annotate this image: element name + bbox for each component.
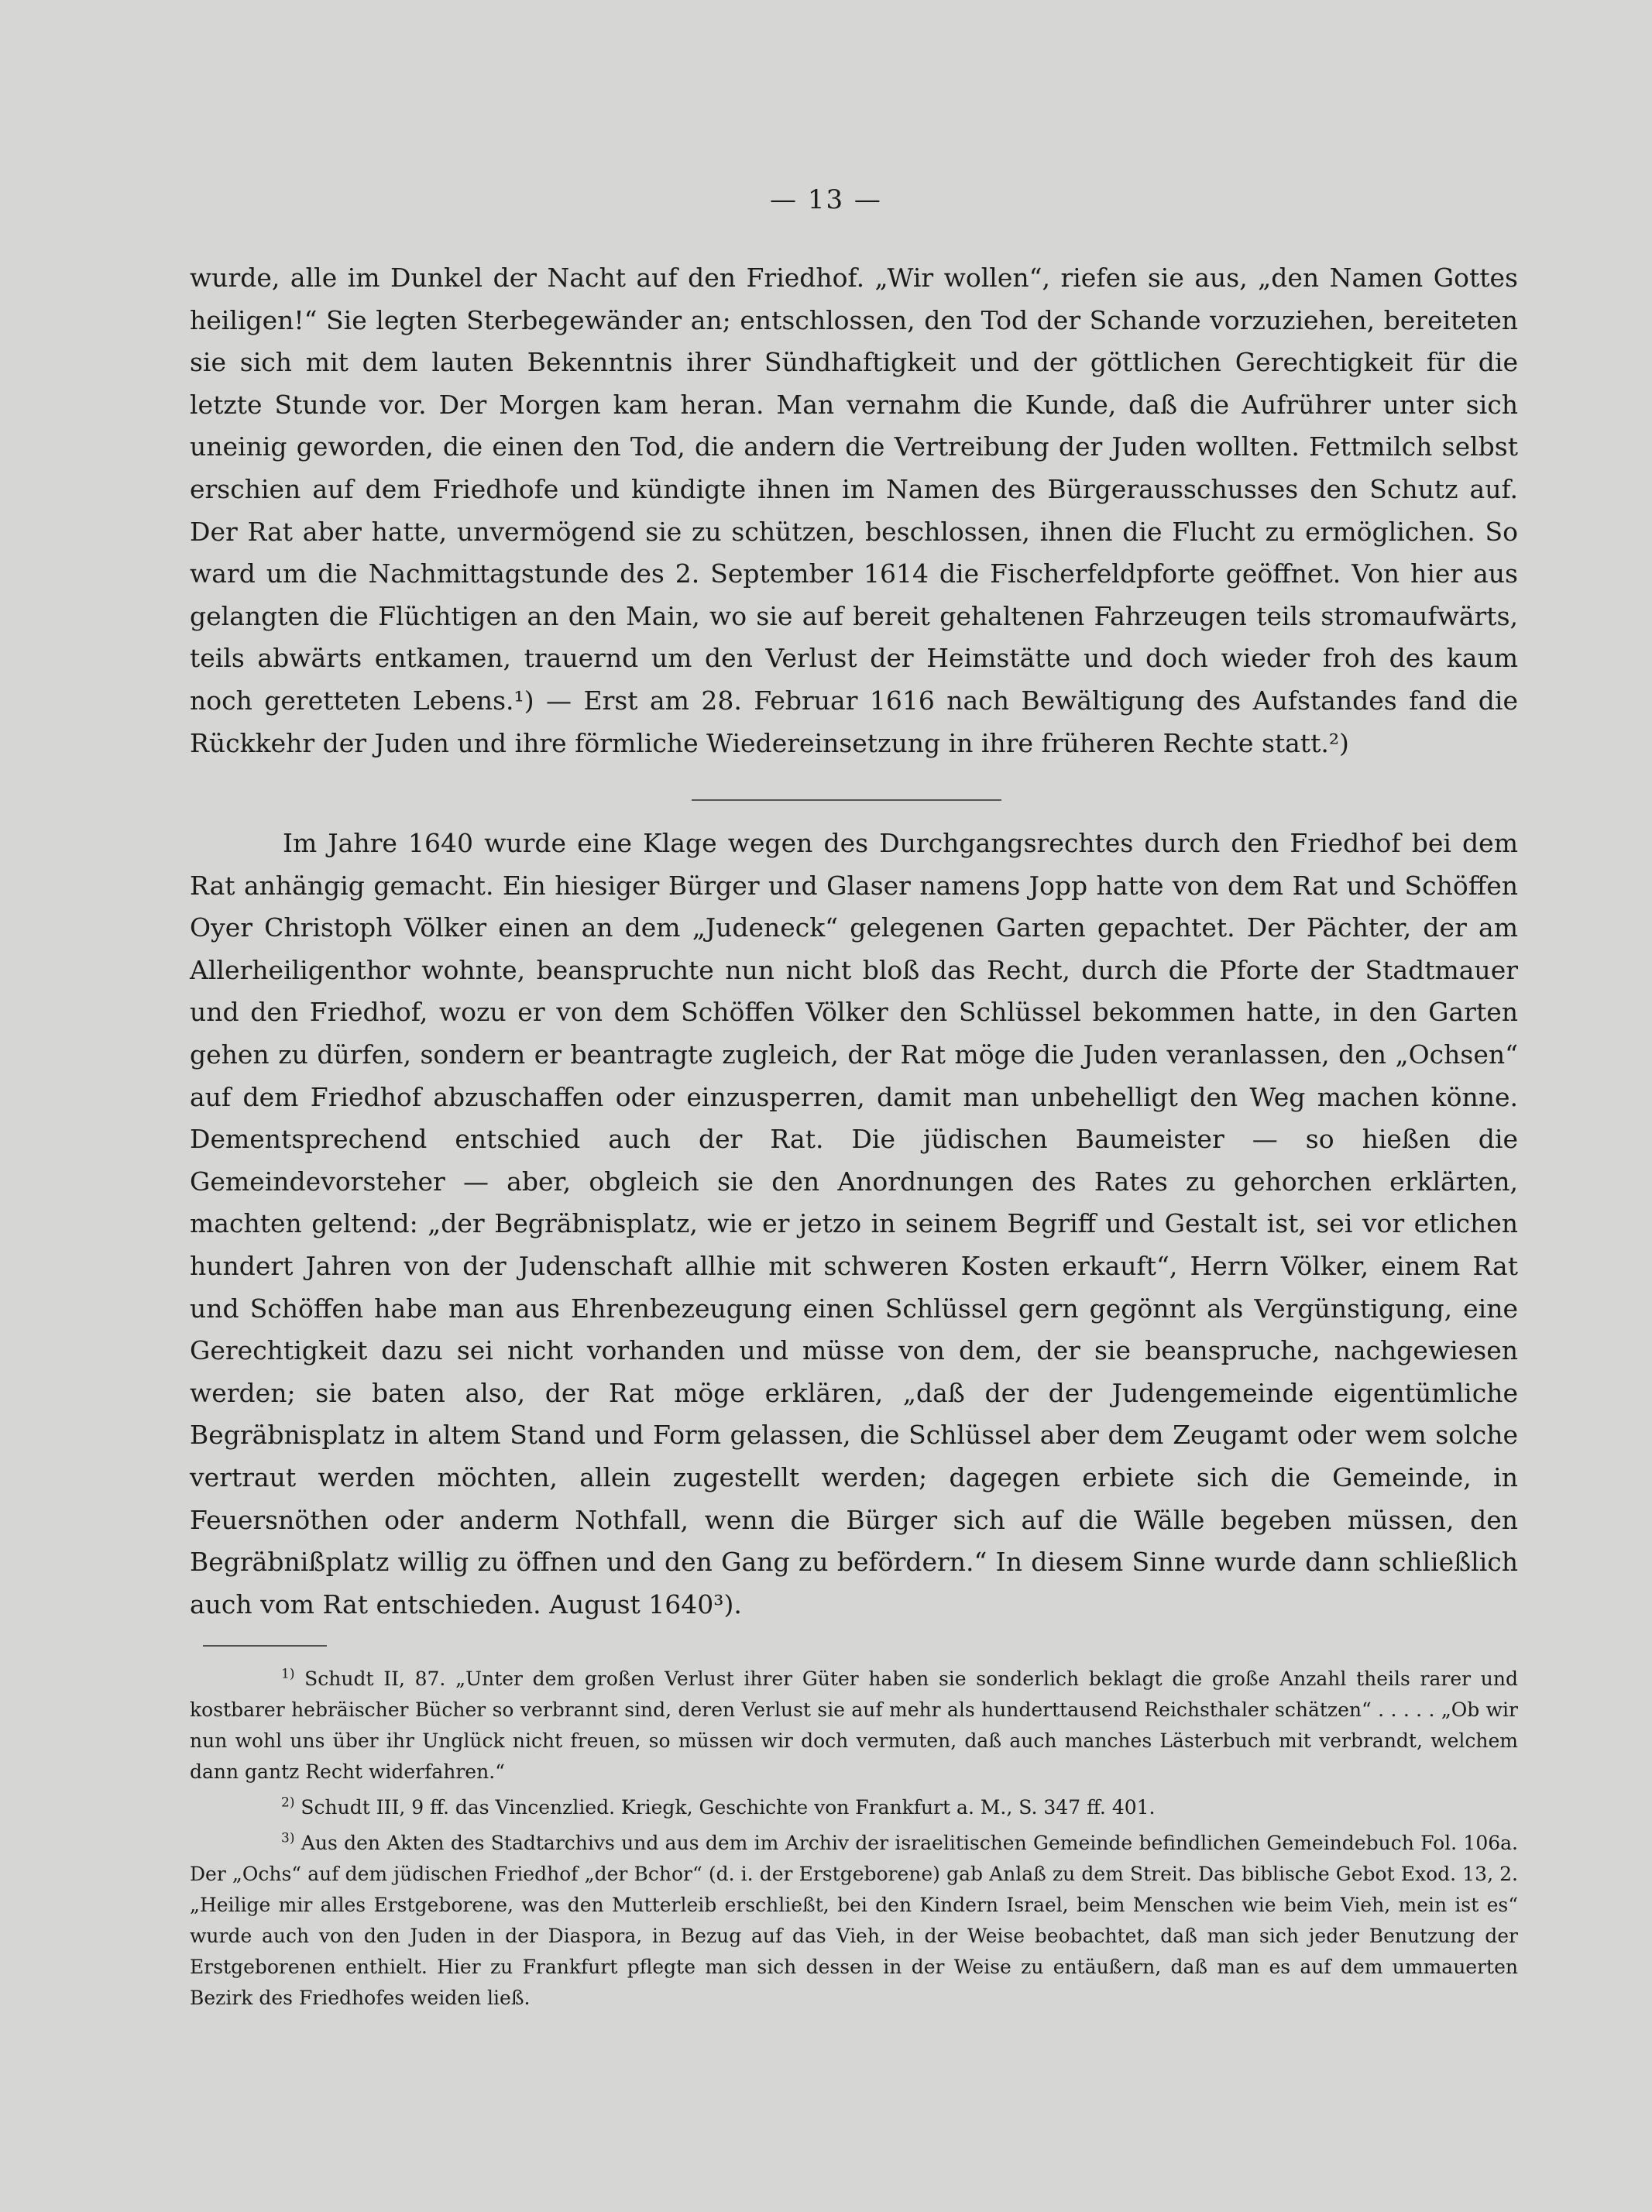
footnote-marker: 1) [281,1666,295,1682]
footnote-text: Schudt II, 87. „Unter dem großen Verlust ihrer Güter haben sie sonderlich beklagt die große Anzahl theils rarer und kostbarer hebräischer Bücher so verbrannt sind, deren Verlust sie auf mehr als hunderttausend Reichsthaler schätzen“ . . . . . „Ob wir nun wohl uns über ihr Unglück nicht freuen, so müssen wir doch vermuten, daß auch manches Lästerbuch mit verbrandt, welchem dann gantz Recht widerfahren.“ [190,1668,1519,1783]
footnote-2 [190,1792,1518,1823]
page-number: — 13 — [770,184,882,215]
footnote-text: Schudt III, 9 ff. das Vincenzlied. Kriegk, Geschichte von Frankfurt a. M., S. 347 ff. 401. [301,1796,1156,1819]
section-separator [692,799,1001,801]
body-paragraph-2: Im Jahre 1640 wurde eine Klage wegen des Durchgangsrechtes durch den Friedhof bei dem Rat anhängig gemacht. Ein hiesiger Bürger und Glaser namens Jopp hatte von dem Rat und Schöffen Oyer Christoph Völker einen an dem „Judeneck“ gelegenen Garten gepachtet. Der Pächter, der am Allerheiligenthor wohnte, beanspruchte nun nicht bloß das Recht, durch die Pforte der Stadtmauer und den Friedhof, wozu er von dem Schöffen Völker den Schlüssel bekommen hatte, in den Garten gehen zu dürfen, sondern er beantragte zugleich, der Rat möge die Juden veranlassen, den „Ochsen“ auf dem Friedhof abzuschaffen oder einzusperren, damit man unbehelligt den Weg machen könne. Dementsprechend entschied auch der Rat. Die jüdischen Baumeister — so hießen die Gemeindevorsteher — aber, obgleich sie den Anordnungen des Rates zu gehorchen erklärten, machten geltend: „der Begräbnisplatz, wie er jetzo in seinem Begriff und Gestalt ist, sei vor etlichen hundert Jahren von der Judenschaft allhie mit schweren Kosten erkauft“, Herrn Völker, einem Rat und Schöffen habe man aus Ehrenbezeugung einen Schlüssel gern gegönnt als Vergünstigung, eine Gerechtigkeit dazu sei nicht vorhanden und müsse von dem, der sie beanspruche, nachgewiesen werden; sie baten also, der Rat möge erklären, „daß der der Judengemeinde eigentümliche Begräbnisplatz in altem Stand und Form gelassen, die Schlüssel aber dem Zeugamt oder wem solche vertraut werden möchten, allein zugestellt werden; dagegen erbiete sich die Gemeinde, in Feuersnöthen oder anderm Nothfall, wenn die Bürger sich auf die Wälle begeben müssen, den Begräbnißplatz willig zu öffnen und den Gang zu befördern.“ In diesem Sinne wurde dann schließlich auch vom Rat entschieden. August 1640³). [190,828,1518,1620]
footnote-marker: 3) [281,1830,295,1846]
footnote-3 [190,1828,1518,2014]
footnote-text: Aus den Akten des Stadtarchivs und aus dem im Archiv der israelitischen Gemeinde befindlichen Gemeindebuch Fol. 106a. Der „Ochs“ auf dem jüdischen Friedhof „der Bchor“ (d. i. der Erstgeborene) gab Anlaß zu dem Streit. Das biblische Gebot Exod. 13, 2. „Heilige mir alles Erstgeborene, was den Mutterleib erschließt, bei den Kindern Israel, beim Menschen wie beim Vieh, mein ist es“ wurde auch von den Juden in der Diaspora, in Bezug auf das Vieh, in der Weise beobachtet, daß man sich jeder Benutzung der Erstgeborenen enthielt. Hier zu Frankfurt pflegte man sich dessen in der Weise zu entäußern, daß man es auf dem ummauerten Bezirk des Friedhofes weiden ließ. [190,1832,1518,2009]
footnote-separator [203,1645,327,1647]
body-paragraph-1: wurde, alle im Dunkel der Nacht auf den Friedhof. „Wir wollen“, riefen sie aus, „den Namen Gottes heiligen!“ Sie legten Sterbegewänder an; entschlossen, den Tod der Schande vorzuziehen, bereiteten sie sich mit dem lauten Bekenntnis ihrer Sündhaftigkeit und der göttlichen Gerechtigkeit für die letzte Stunde vor. Der Morgen kam heran. Man vernahm die Kunde, daß die Aufrührer unter sich uneinig geworden, die einen den Tod, die andern die Vertreibung der Juden wollten. Fettmilch selbst erschien auf dem Friedhofe und kündigte ihnen im Namen des Bürgerausschusses den Schutz auf. Der Rat aber hatte, unvermögend sie zu schützen, beschlossen, ihnen die Flucht zu ermöglichen. So ward um die Nachmittagstunde des 2. September 1614 die Fischerfeldpforte geöffnet. Von hier aus gelangten die Flüchtigen an den Main, wo sie auf bereit gehaltenen Fahrzeugen teils stromaufwärts, teils abwärts entkamen, trauernd um den Verlust der Heimstätte und doch wieder froh des kaum noch geretteten Lebens.¹) — Erst am 28. Februar 1616 nach Bewältigung des Aufstandes fand die Rückkehr der Juden und ihre förmliche Wiedereinsetzung in ihre früheren Rechte statt.²) [190,263,1518,758]
footnotes [190,1664,1518,2018]
footnote-marker: 2) [281,1795,295,1811]
footnote-1 [190,1664,1518,1788]
